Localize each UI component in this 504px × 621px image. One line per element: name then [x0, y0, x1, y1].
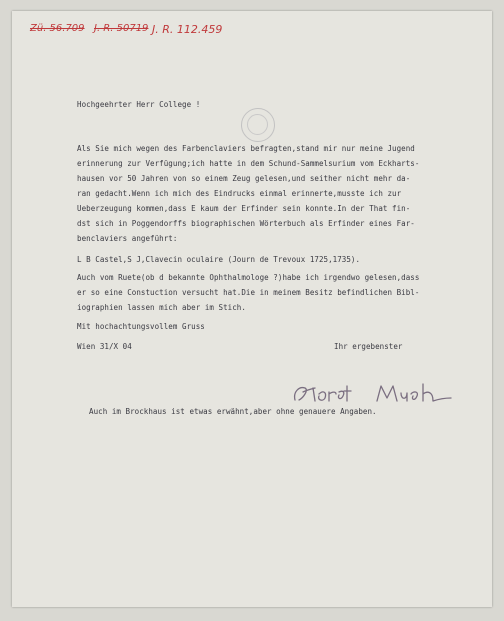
body-line: erinnerung zur Verfügung;ich hatte in dem Schund-Sammelsurium vom Eckharts-	[77, 159, 420, 168]
archive-number: J. R. 112.459	[152, 23, 223, 36]
body-line: Auch vom Ruete(ob d bekannte Ophthalmologe ?)habe ich irgendwo gelesen,dass	[77, 273, 420, 282]
body-line: Ueberzeugung kommen,dass E kaum der Erfinder sein konnte.In der That fin-	[77, 204, 411, 213]
body-line: iographien lassen mich aber im Stich.	[77, 303, 246, 312]
body-line: hausen vor 50 Jahren von so einem Zeug gelesen,und seither nicht mehr da-	[77, 174, 411, 183]
handwritten-signature	[289, 380, 454, 408]
body-line: er so eine Constuction versucht hat.Die in meinem Besitz befindlichen Bibl-	[77, 288, 420, 297]
body-line: ran gedacht.Wenn ich mich des Eindrucks einmal erinnerte,musste ich zur	[77, 189, 402, 198]
body-line: benclaviers angeführt:	[77, 234, 178, 243]
postscript: Auch im Brockhaus ist etwas erwähnt,aber ohne genauere Angaben.	[89, 407, 377, 416]
place-date: Wien 31/X 04	[77, 342, 132, 351]
archive-number-crossed-2: J. R. 50719	[94, 23, 149, 34]
closing-greeting: Mit hochachtungsvollem Gruss	[77, 322, 205, 331]
archive-number-crossed: Zü. 56.709	[30, 23, 85, 34]
body-line: dst sich in Poggendorffs biographischen Wörterbuch als Erfinder eines Far-	[77, 219, 415, 228]
body-line-citation: L B Castel,S J,Clavecin oculaire (Journ de Trevoux 1725,1735).	[77, 255, 361, 264]
yours-faithfully: Ihr ergebenster	[334, 342, 403, 351]
salutation: Hochgeehrter Herr College !	[77, 100, 201, 109]
embossed-stamp-icon	[241, 108, 275, 142]
letter-page	[12, 11, 492, 607]
body-line: Als Sie mich wegen des Farbenclaviers befragten,stand mir nur meine Jugend	[77, 144, 415, 153]
